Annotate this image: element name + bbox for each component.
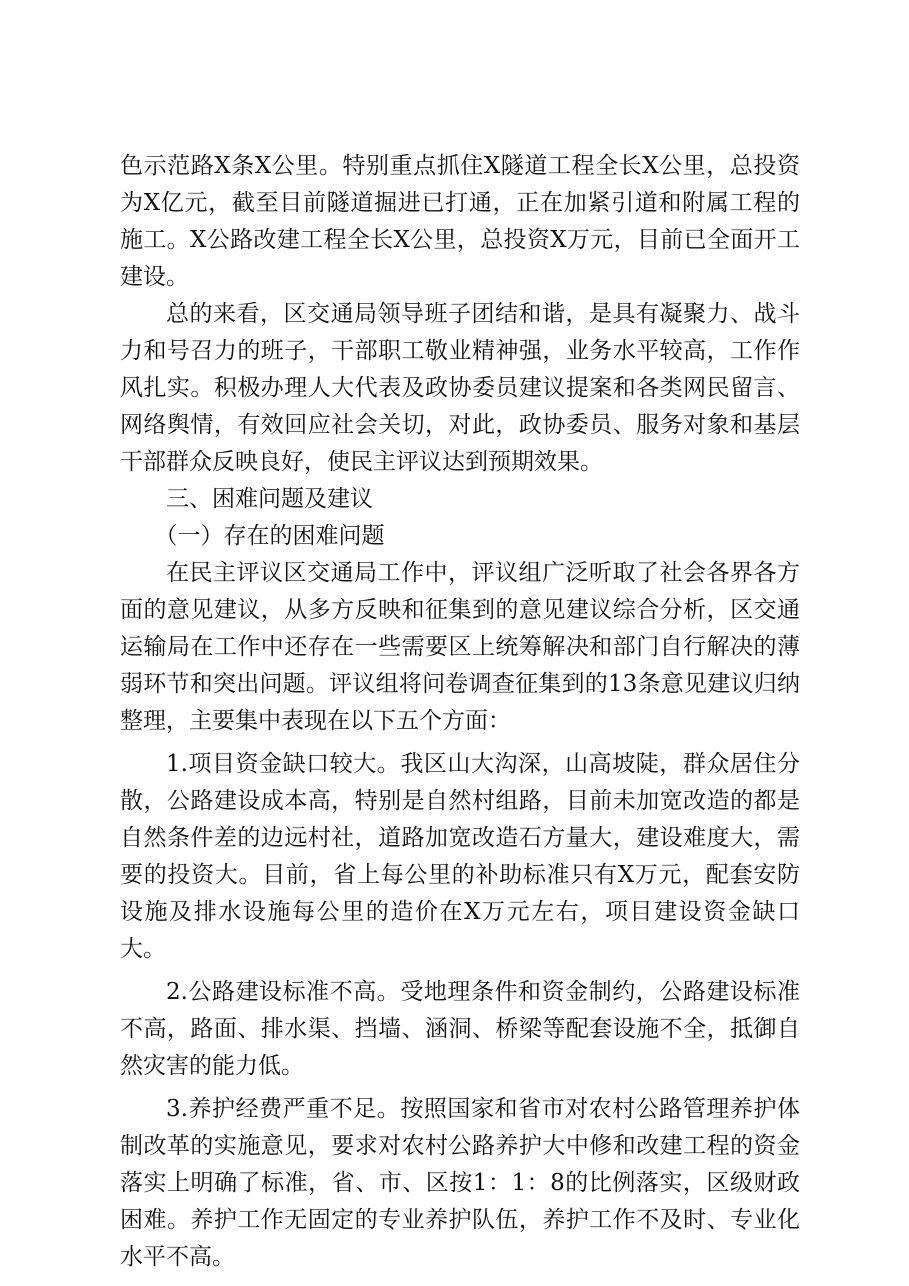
paragraph-continuation: 色示范路X条X公里。特别重点抓住X隧道工程全长X公里，总投资为X亿元，截至目前隧道掘进已打通，正在加紧引道和附属工程的施工。X公路改建工程全长X公里，总投资X万元，目前已全面开工建设。 bbox=[120, 153, 800, 290]
document-body bbox=[120, 148, 800, 1276]
list-item-1: 1.项目资金缺口较大。我区山大沟深，山高坡陡，群众居住分散，公路建设成本高，特别是自然村组路，目前未加宽改造的都是自然条件差的边远村社，道路加宽改造石方量大，建设难度大，需要的投资大。目前，省上每公里的补助标准只有X万元，配套安防设施及排水设施每公里的造价在X万元左右，项目建设资金缺口大。 bbox=[120, 751, 800, 962]
paragraph-summary: 总的来看，区交通局领导班子团结和谐，是具有凝聚力、战斗力和号召力的班子，干部职工敬业精神强，业务水平较高，工作作风扎实。积极办理人大代表及政协委员建议提案和各类网民留言、网络舆情，有效回应社会关切，对此，政协委员、服务对象和基层干部群众反映良好，使民主评议达到预期效果。 bbox=[120, 301, 800, 475]
paragraph-intro: 在民主评议区交通局工作中，评议组广泛听取了社会各界各方面的意见建议，从多方反映和征集到的意见建议综合分析，区交通运输局在工作中还存在一些需要区上统筹解决和部门自行解决的薄弱环节和突出问题。评议组将问卷调查征集到的13条意见建议归纳整理，主要集中表现在以下五个方面： bbox=[120, 560, 800, 734]
list-item-3: 3.养护经费严重不足。按照国家和省市对农村公路管理养护体制改革的实施意见，要求对农村公路养护大中修和改建工程的资金落实上明确了标准，省、市、区按1：1：8的比例落实，区级财政困难。养护工作无固定的专业养护队伍，养护工作不及时、专业化水平不高。 bbox=[120, 1096, 800, 1270]
section-heading: 三、困难问题及建议 bbox=[166, 486, 373, 512]
list-item-2: 2.公路建设标准不高。受地理条件和资金制约，公路建设标准不高，路面、排水渠、挡墙、涵洞、桥梁等配套设施不全，抵御自然灾害的能力低。 bbox=[120, 979, 800, 1079]
subsection-heading: （一）存在的困难问题 bbox=[154, 523, 385, 549]
